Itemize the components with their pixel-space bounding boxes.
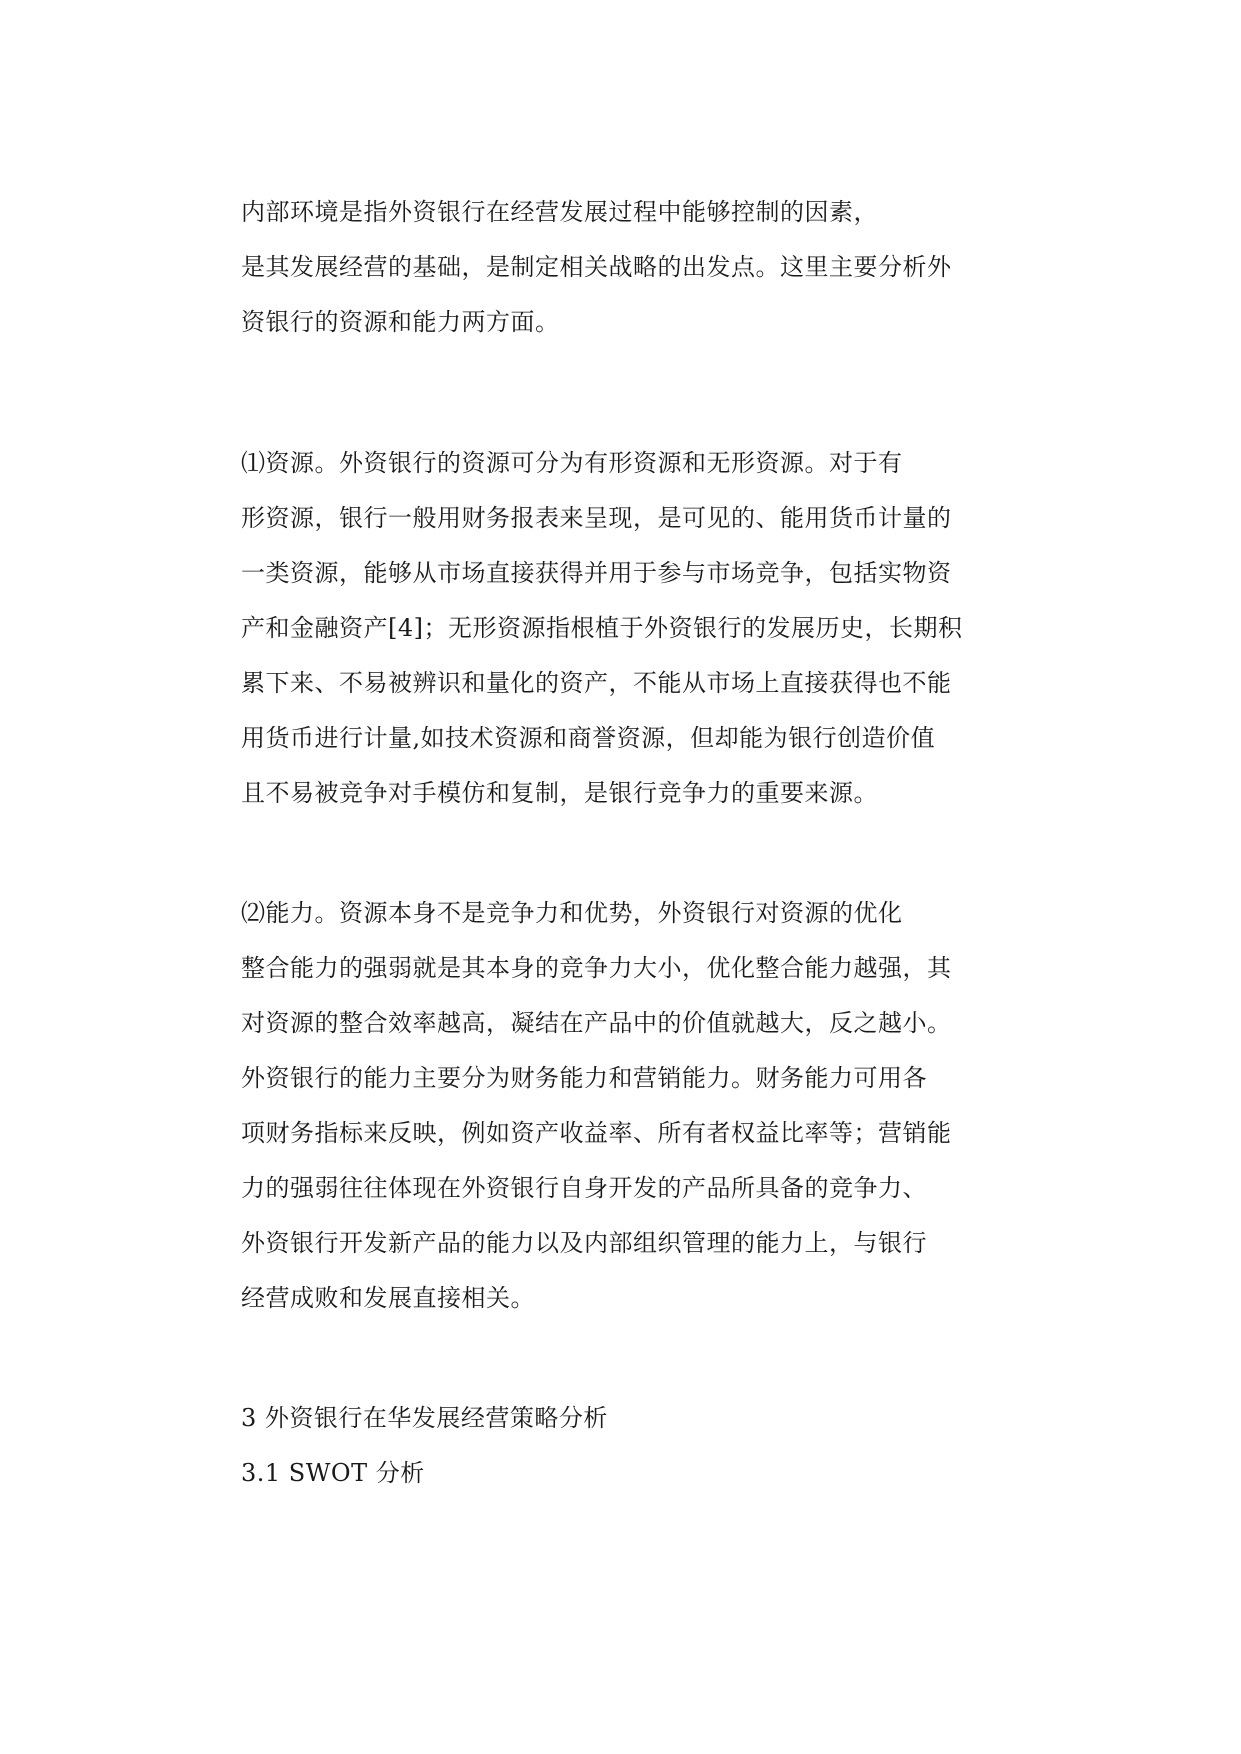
text-line: 累下来、不易被辨识和量化的资产，不能从市场上直接获得也不能	[241, 669, 952, 697]
text-line: ⑴资源。外资银行的资源可分为有形资源和无形资源。对于有	[241, 449, 903, 477]
text-line: 项财务指标来反映，例如资产收益率、所有者权益比率等；营销能	[241, 1119, 952, 1147]
text-line: 资银行的资源和能力两方面。	[241, 308, 560, 336]
text-line: 力的强弱往往体现在外资银行自身开发的产品所具备的竞争力、	[241, 1174, 927, 1202]
text-line: 经营成败和发展直接相关。	[241, 1284, 535, 1312]
text-line: 且不易被竞争对手模仿和复制，是银行竞争力的重要来源。	[241, 779, 878, 807]
text-line: 内部环境是指外资银行在经营发展过程中能够控制的因素，	[241, 198, 878, 226]
text-line: 形资源，银行一般用财务报表来呈现，是可见的、能用货币计量的	[241, 504, 952, 532]
text-line: 是其发展经营的基础，是制定相关战略的出发点。这里主要分析外	[241, 253, 952, 281]
text-line: ⑵能力。资源本身不是竞争力和优势，外资银行对资源的优化	[241, 899, 903, 927]
text-line: 对资源的整合效率越高，凝结在产品中的价值就越大，反之越小。	[241, 1009, 952, 1037]
text-line: 外资银行开发新产品的能力以及内部组织管理的能力上，与银行	[241, 1229, 927, 1257]
text-line: 外资银行的能力主要分为财务能力和营销能力。财务能力可用各	[241, 1064, 927, 1092]
text-line: 用货币进行计量,如技术资源和商誉资源，但却能为银行创造价值	[241, 724, 936, 752]
section-heading: 3 外资银行在华发展经营策略分析	[241, 1404, 608, 1432]
text-line: 整合能力的强弱就是其本身的竞争力大小，优化整合能力越强，其	[241, 954, 952, 982]
subsection-heading: 3.1 SWOT 分析	[241, 1459, 425, 1487]
text-line: 一类资源，能够从市场直接获得并用于参与市场竞争，包括实物资	[241, 559, 952, 587]
text-line: 产和金融资产[4]；无形资源指根植于外资银行的发展历史，长期积	[241, 614, 963, 642]
